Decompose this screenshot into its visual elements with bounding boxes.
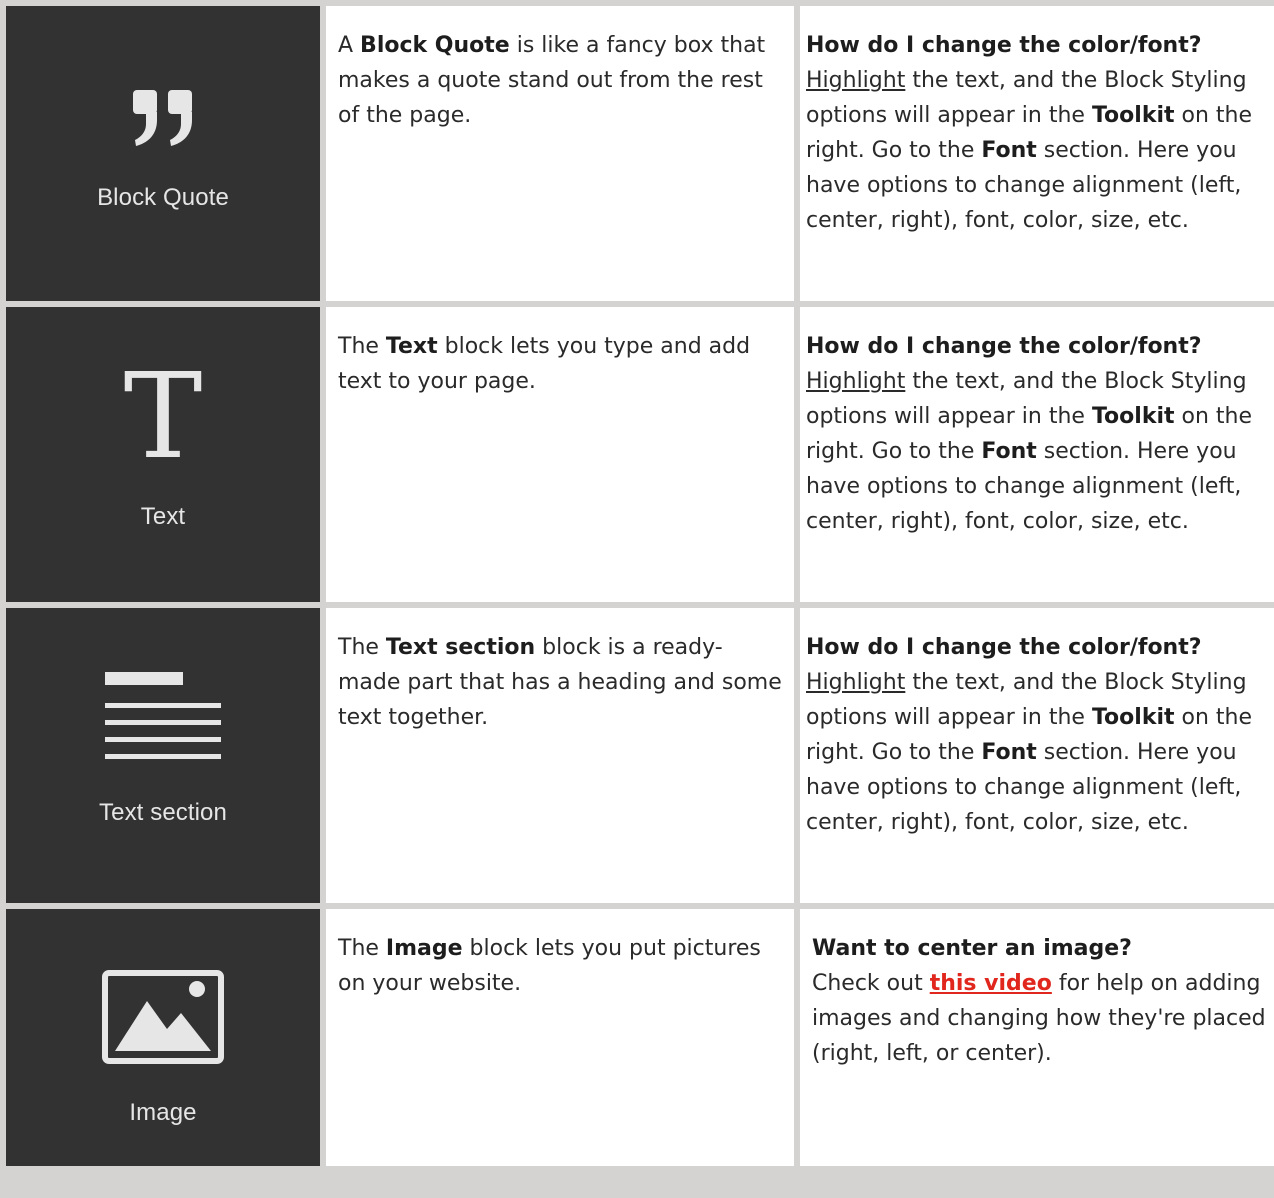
- highlight-link[interactable]: Highlight: [806, 670, 906, 695]
- text-section-tile: [3, 605, 323, 906]
- help-question: How do I change the color/font?: [806, 33, 1202, 58]
- description-text: The Image block lets you put pictures on your website.: [338, 936, 761, 996]
- quote-icon: [6, 86, 320, 152]
- table-row: [3, 304, 1274, 605]
- image-label: Image: [129, 1099, 197, 1126]
- help-text: How do I change the color/font? Highlight the text, and the Block Styling options will appear in the Toolkit on the right. Go to the Font section. Here you have options to change alignment (left, center, right), font, color, size, etc.: [806, 334, 1253, 534]
- table-row: [3, 906, 1274, 1169]
- block-name: Block Quote: [360, 33, 510, 58]
- highlight-link[interactable]: Highlight: [806, 68, 906, 93]
- description-text: A Block Quote is like a fancy box that makes a quote stand out from the rest of the page.: [338, 33, 766, 128]
- help-text: How do I change the color/font? Highlight the text, and the Block Styling options will appear in the Toolkit on the right. Go to the Font section. Here you have options to change alignment (left, center, right), font, color, size, etc.: [806, 635, 1253, 835]
- block-quote-tile: [3, 3, 323, 304]
- highlight-link[interactable]: Highlight: [806, 369, 906, 394]
- text-icon: [6, 365, 320, 465]
- table-row: [3, 3, 1274, 304]
- help-cell: [797, 605, 1274, 906]
- block-name: Text: [385, 334, 438, 359]
- description-cell: [323, 906, 797, 1169]
- image-icon: [6, 969, 320, 1065]
- description-text: The Text block lets you type and add text to your page.: [338, 334, 751, 394]
- help-cell: [797, 906, 1274, 1169]
- text-section-icon: [6, 672, 320, 768]
- help-question: How do I change the color/font?: [806, 635, 1202, 660]
- description-text: The Text section block is a ready-made part that has a heading and some text together.: [338, 635, 782, 730]
- block-quote-label: Block Quote: [97, 184, 229, 211]
- help-cell: [797, 3, 1274, 304]
- help-cell: [797, 304, 1274, 605]
- svg-text:T: T: [123, 365, 203, 465]
- description-cell: [323, 304, 797, 605]
- text-section-label: Text section: [99, 799, 227, 826]
- description-cell: [323, 3, 797, 304]
- help-question: How do I change the color/font?: [806, 334, 1202, 359]
- block-name: Text section: [385, 635, 536, 660]
- help-text: Want to center an image? Check out this video for help on adding images and changing how they're placed (right, left, or center).: [812, 936, 1266, 1066]
- text-label: Text: [140, 503, 186, 530]
- help-text: How do I change the color/font? Highlight the text, and the Block Styling options will appear in the Toolkit on the right. Go to the Font section. Here you have options to change alignment (left, center, right), font, color, size, etc.: [806, 33, 1253, 233]
- text-tile: [3, 304, 323, 605]
- help-question: Want to center an image?: [812, 936, 1132, 961]
- description-cell: [323, 605, 797, 906]
- table-row: [3, 605, 1274, 906]
- image-tile: [3, 906, 323, 1169]
- block-name: Image: [385, 936, 463, 961]
- video-link[interactable]: this video: [929, 971, 1052, 996]
